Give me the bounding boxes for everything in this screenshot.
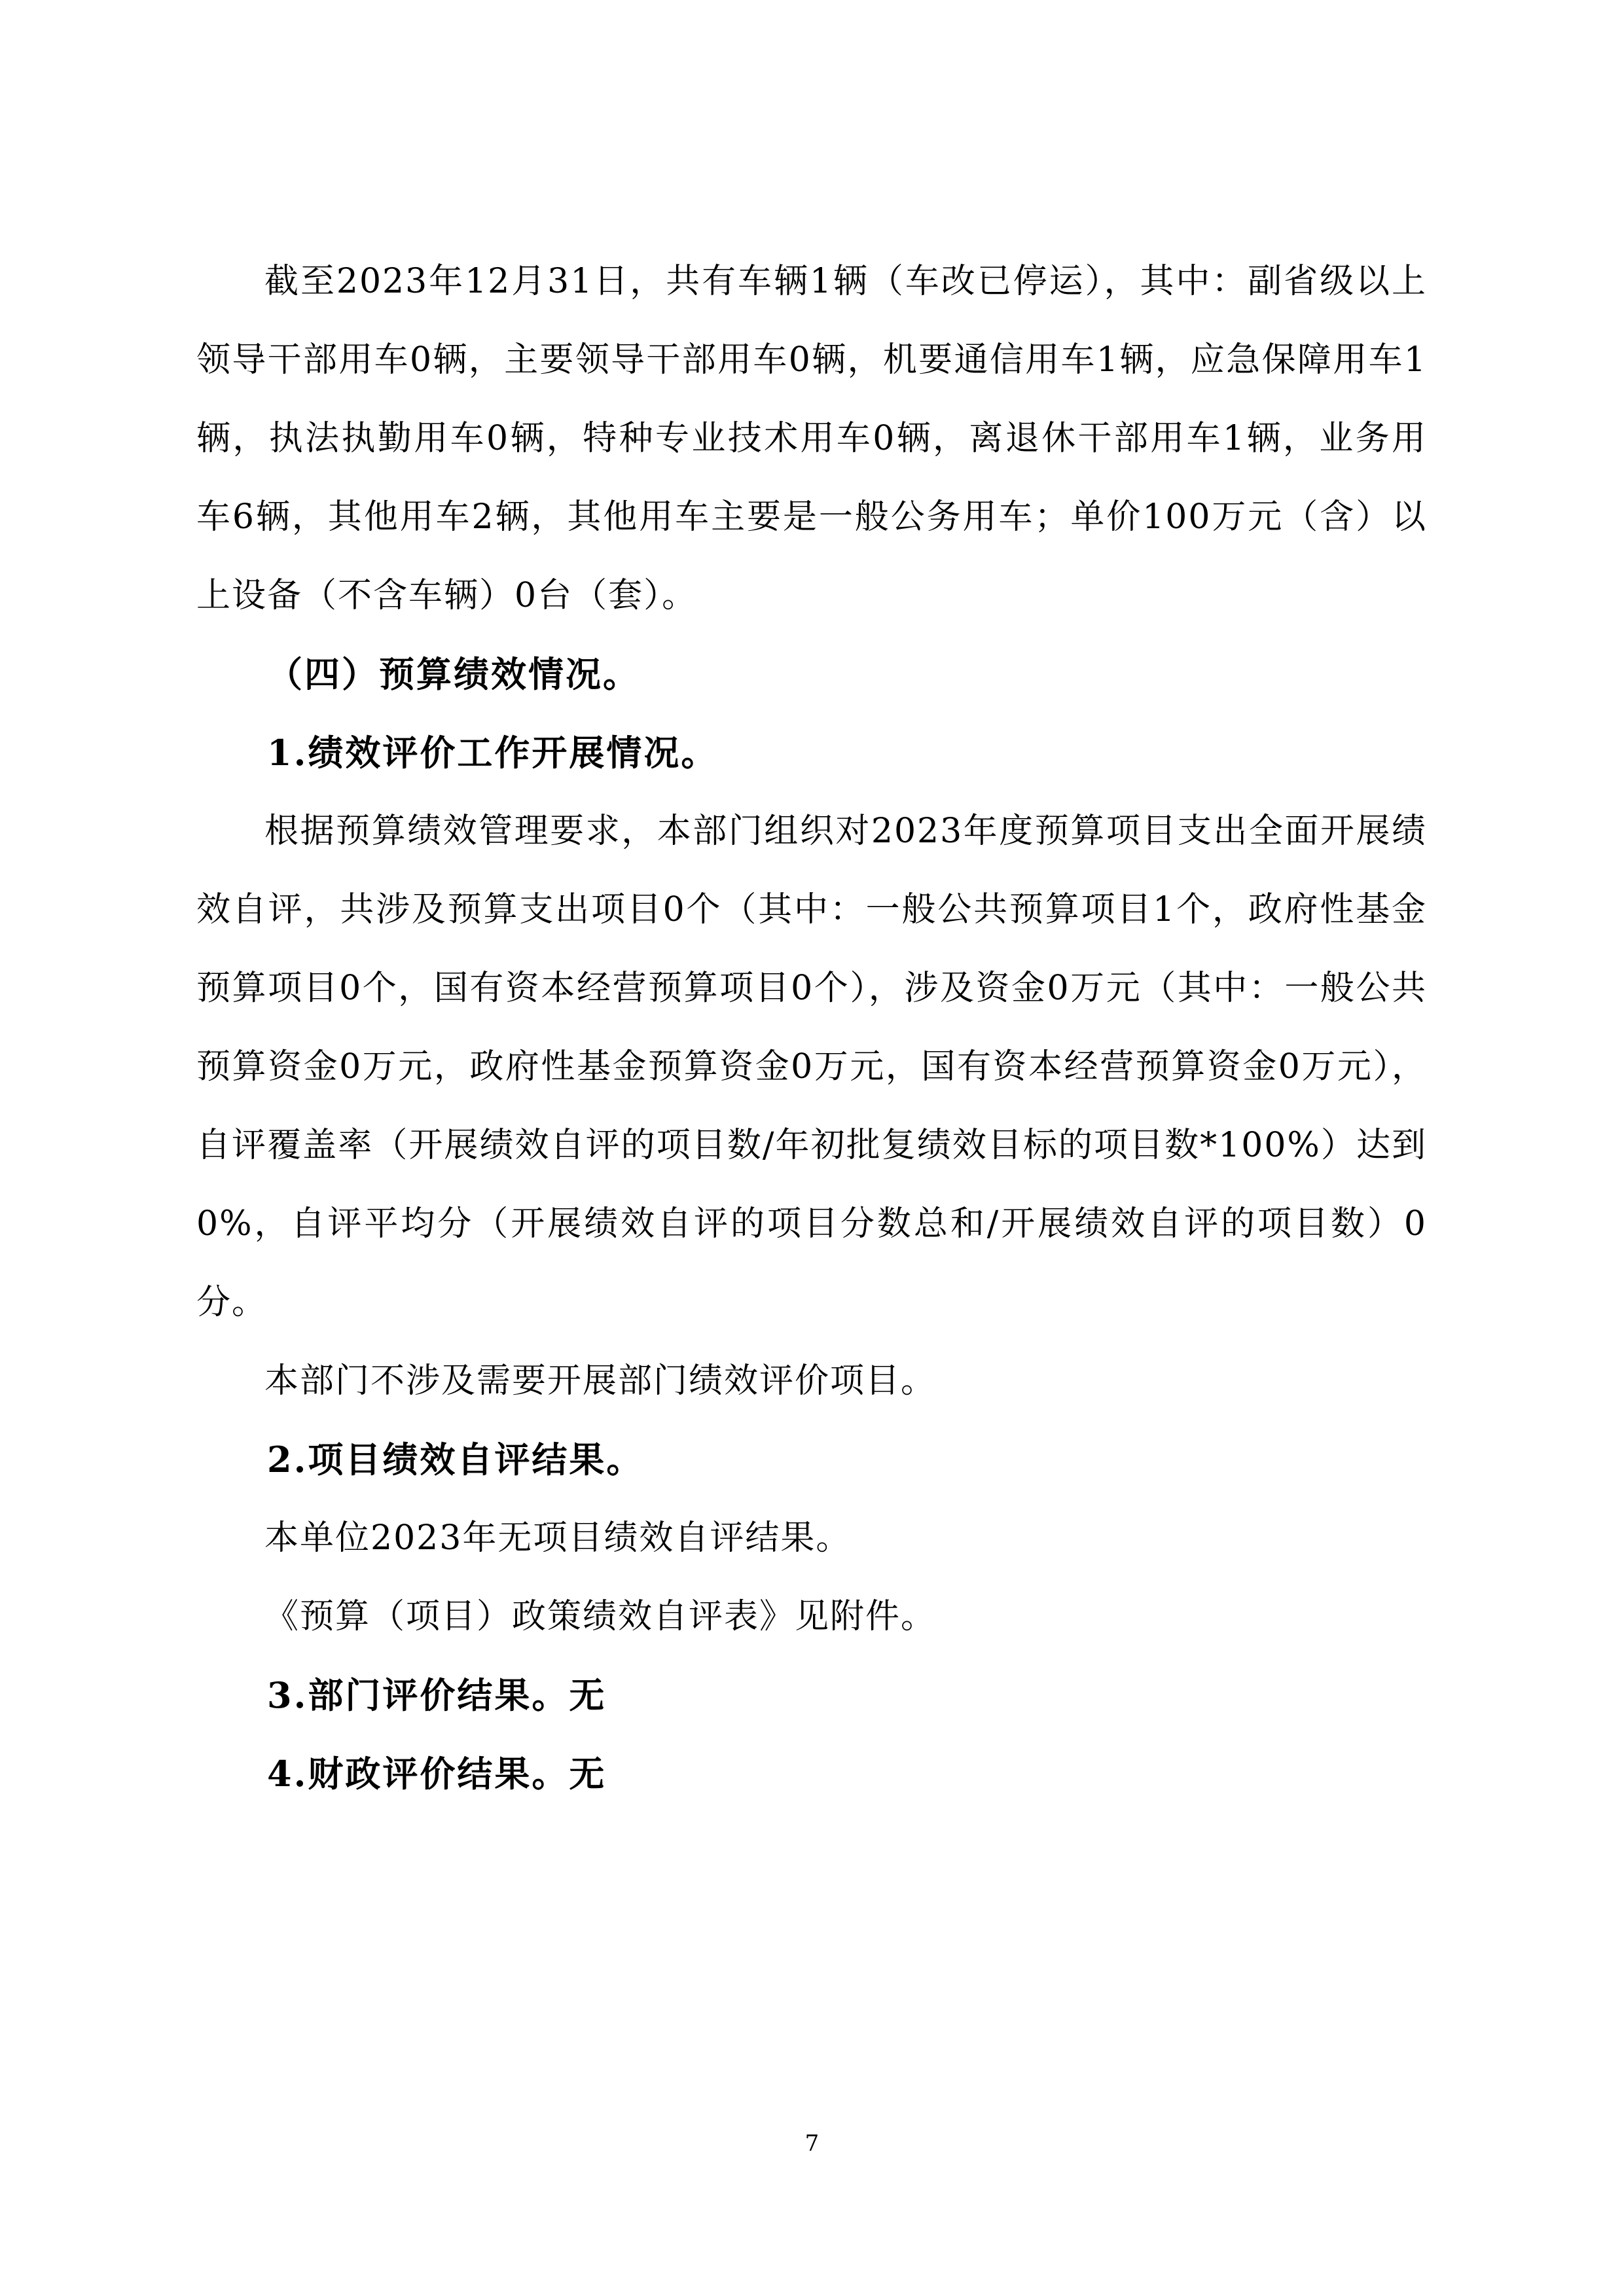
department-evaluation-note: 本部门不涉及需要开展部门绩效评价项目。: [264, 1361, 937, 1401]
self-evaluation-result-text: 本单位2023年无项目绩效自评结果。: [264, 1518, 852, 1558]
subheading-self-evaluation-results: 2.项目绩效自评结果。: [267, 1439, 644, 1480]
evaluation-details-paragraph: 根据预算绩效管理要求，本部门组织对2023年度预算项目支出全面开展绩效自评，共涉及预算支出项目0个（其中：一般公共预算项目1个，政府性基金预算项目0个，国有资本经营预算项目0个），涉及资金0万元（其中：一般公共预算资金0万元，政府性基金预算资金0万元，国有资本经营预算资金0万元），自评覆盖率（开展绩效自评的项目数/年初批复绩效目标的项目数*100%）达到0%，自评平均分（开展绩效自评的项目分数总和/开展绩效自评的项目数）0分。: [196, 812, 1427, 1322]
section-heading-budget-performance: （四）预算绩效情况。: [267, 653, 640, 695]
attachment-note: 《预算（项目）政策绩效自评表》见附件。: [264, 1597, 937, 1636]
document-body: [196, 242, 1427, 1813]
vehicle-assets-paragraph: 截至2023年12月31日，共有车辆1辆（车改已停运），其中：副省级以上领导干部用车0辆，主要领导干部用车0辆，机要通信用车1辆，应急保障用车1辆，执法执勤用车0辆，特种专业技术用车0辆，离退休干部用车1辆，业务用车6辆，其他用车2辆，其他用车主要是一般公务用车；单价100万元（含）以上设备（不含车辆）0台（套）。: [196, 262, 1427, 615]
subheading-department-evaluation: 3.部门评价结果。无: [267, 1674, 607, 1716]
subheading-finance-evaluation: 4.财政评价结果。无: [267, 1753, 607, 1795]
subheading-evaluation-work: 1.绩效评价工作开展情况。: [267, 732, 719, 774]
page-number: 7: [804, 2130, 820, 2157]
